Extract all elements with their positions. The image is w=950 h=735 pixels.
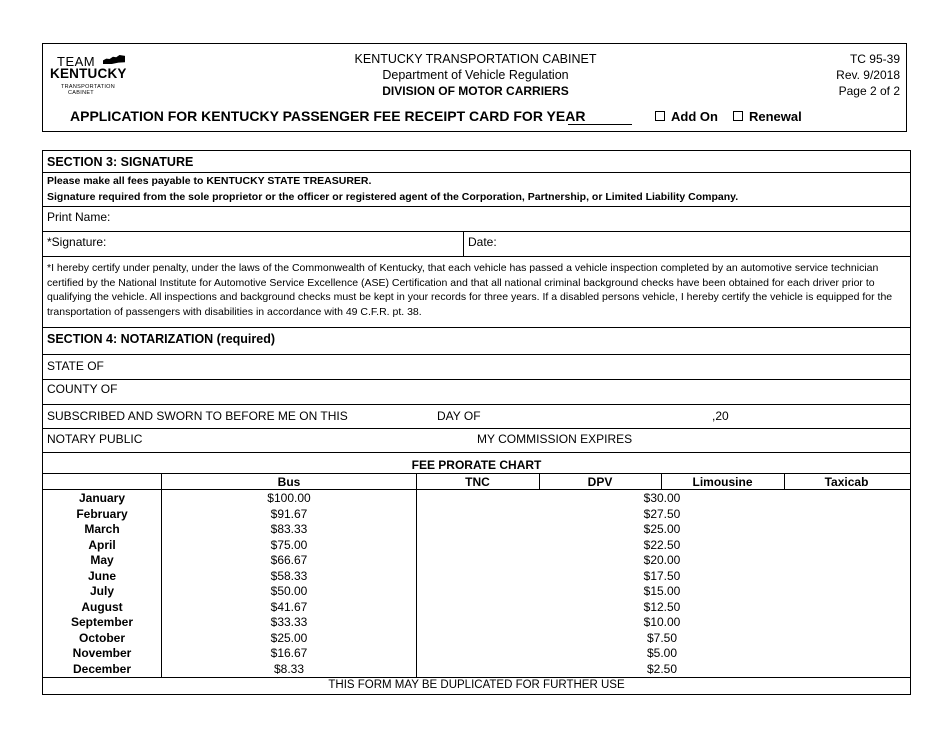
fee-row-other-value: $17.50 <box>643 568 681 583</box>
fee-row-bus-value: $8.33 <box>273 661 305 676</box>
signature-field[interactable] <box>113 232 463 255</box>
logo-team-text: TEAM <box>57 54 96 69</box>
division-name: DIVISION OF MOTOR CARRIERS <box>382 84 569 98</box>
section3-heading: SECTION 3: SIGNATURE <box>47 155 194 169</box>
fee-row-other-value: $22.50 <box>643 537 681 552</box>
fee-row-bus-value: $58.33 <box>270 568 308 583</box>
state-of-field[interactable] <box>113 355 903 377</box>
fee-row-bus-value: $50.00 <box>270 584 308 598</box>
fee-row-other-value: $15.00 <box>643 584 681 598</box>
fee-row-month: June <box>87 568 116 583</box>
fee-row-bus-value: $91.67 <box>270 506 308 521</box>
fee-row-bus-value: $16.67 <box>270 646 308 660</box>
certification-statement: *I hereby certify under penalty, under the laws of the Commonwealth of Kentucky, that each vehicle has passed a vehicle inspection completed by an automotive service technician certified by the National Institute for Automotive Service Excellence (ASE) Certification and that all national criminal background checks have been obtained for each driver prior to qualifying the vehicle. All inspections and background checks must be kept in your records for three years. If a disabled persons vehicle, I hereby certify the vehicle is equipped for the transportation of passengers with disabilities in accordance with 49 C.F.R. pt. 38. <box>47 262 893 318</box>
day-of-label: DAY OF <box>437 409 481 423</box>
application-title: APPLICATION FOR KENTUCKY PASSENGER FEE RECEIPT CARD FOR YEAR <box>70 108 586 124</box>
payable-note: Please make all fees payable to KENTUCKY STATE TREASURER. <box>47 175 372 187</box>
fee-row-bus-value: $25.00 <box>270 630 308 645</box>
fee-row-bus-value: $75.00 <box>270 537 308 552</box>
add-on-checkbox[interactable] <box>655 111 665 121</box>
fee-row-month: September <box>70 615 134 629</box>
fee-row-bus-value: $33.33 <box>270 615 308 629</box>
logo-kentucky-text: KENTUCKY <box>50 66 127 81</box>
fee-chart-title: FEE PRORATE CHART <box>411 458 542 472</box>
date-label: Date: <box>468 235 497 249</box>
county-of-label: COUNTY OF <box>47 382 118 396</box>
fee-row-bus-value: $83.33 <box>270 522 308 536</box>
print-name-label: Print Name: <box>47 210 111 224</box>
column-header-dpv: DPV <box>587 475 613 489</box>
notary-public-label: NOTARY PUBLIC <box>47 432 143 446</box>
fee-row-other-value: $25.00 <box>643 522 681 536</box>
fee-row-month: January <box>78 491 126 505</box>
form-id: TC 95-39 <box>849 52 900 66</box>
section4-heading: SECTION 4: NOTARIZATION (required) <box>47 332 276 346</box>
fee-row-other-value: $27.50 <box>643 506 681 521</box>
fee-row-month: October <box>78 630 125 645</box>
fee-row-bus-value: $100.00 <box>267 491 311 505</box>
fee-row-month: May <box>90 553 114 567</box>
fee-row-other-value: $7.50 <box>646 630 678 645</box>
fee-row-bus-value: $66.67 <box>270 553 308 567</box>
signature-requirement-note: Signature required from the sole proprietor or the officer or registered agent of the Corporation, Partnership, or Limited Liability Company. <box>47 191 739 203</box>
fee-row-bus-value: $41.67 <box>270 599 308 614</box>
county-of-field[interactable] <box>123 380 903 402</box>
agency-name: KENTUCKY TRANSPORTATION CABINET <box>354 52 597 66</box>
column-header-limousine: Limousine <box>692 475 753 489</box>
fee-row-other-value: $30.00 <box>643 491 681 505</box>
renewal-checkbox[interactable] <box>733 111 743 121</box>
subscribed-sworn-label: SUBSCRIBED AND SWORN TO BEFORE ME ON THIS <box>47 409 348 423</box>
add-on-label: Add On <box>671 109 718 124</box>
fee-row-month: April <box>88 537 116 552</box>
fee-row-other-value: $5.00 <box>646 646 678 660</box>
year-prefix: ,20 <box>712 409 729 423</box>
fee-row-month: November <box>72 646 132 660</box>
commission-expires-label: MY COMMISSION EXPIRES <box>477 432 633 446</box>
duplication-note: THIS FORM MAY BE DUPLICATED FOR FURTHER USE <box>328 679 625 691</box>
fee-row-month: July <box>89 584 114 598</box>
form-header <box>42 43 907 132</box>
fee-row-other-value: $2.50 <box>646 661 678 676</box>
fee-row-other-value: $12.50 <box>643 599 681 614</box>
form-revision: Rev. 9/2018 <box>836 68 900 82</box>
fee-row-month: August <box>81 599 123 614</box>
print-name-field[interactable] <box>123 207 903 229</box>
date-field[interactable] <box>503 232 903 255</box>
signature-label: *Signature: <box>47 235 107 249</box>
page-number: Page 2 of 2 <box>838 84 900 98</box>
column-header-bus: Bus <box>277 475 301 489</box>
logo-subtitle: TRANSPORTATION CABINET <box>61 84 116 96</box>
form-body <box>42 150 911 695</box>
department-name: Department of Vehicle Regulation <box>382 68 569 82</box>
fee-row-month: March <box>84 522 120 536</box>
column-header-tnc: TNC <box>465 475 490 489</box>
fee-row-month: December <box>72 661 132 676</box>
fee-row-other-value: $20.00 <box>643 553 681 567</box>
renewal-label: Renewal <box>749 109 802 124</box>
fee-row-month: February <box>76 506 128 521</box>
column-header-taxicab: Taxicab <box>824 475 869 489</box>
year-input-line[interactable] <box>568 124 632 125</box>
state-of-label: STATE OF <box>47 359 104 373</box>
fee-row-other-value: $10.00 <box>643 615 681 629</box>
